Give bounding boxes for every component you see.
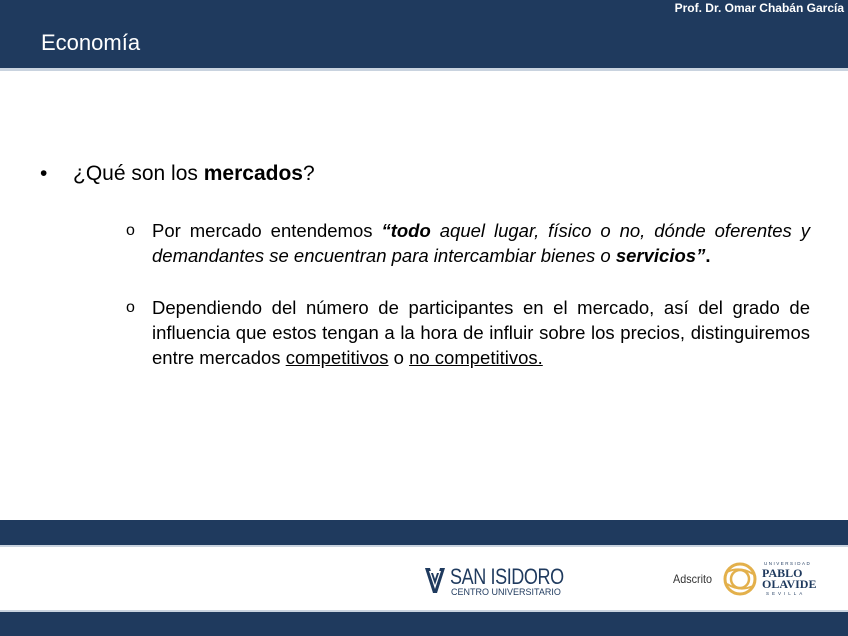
upo-name: [762, 568, 816, 590]
header-bar: [0, 0, 848, 68]
sub-item-definition: [128, 218, 810, 268]
bullet-marker: •: [40, 162, 48, 185]
footer-band-top: [0, 520, 848, 545]
san-isidoro-emblem-icon: [424, 566, 446, 594]
bullet-question: [73, 162, 315, 186]
emphasis-todo: todo: [390, 220, 431, 241]
bullet-bold-term: mercados: [203, 162, 303, 185]
quote-open-mark: “: [381, 220, 391, 241]
definition-italic: aquel lugar, físico o no, dónde oferentes y demandantes se encuentran para intercambiar bienes o: [152, 220, 810, 266]
upo-emblem-icon: [723, 562, 757, 596]
adscrito-label: Adscrito: [673, 572, 713, 586]
term-no-competitivos: no competitivos.: [409, 347, 543, 368]
quote-close-mark: ”: [696, 245, 706, 266]
author-name: Prof. Dr. Omar Chabán García: [674, 1, 844, 15]
definition-period: .: [705, 245, 711, 266]
footer-divider-top: [0, 545, 848, 547]
logo-name: SAN ISIDORO: [450, 564, 564, 589]
sub-item-classification: [128, 295, 810, 370]
upo-city-label: SEVILLA: [766, 591, 806, 596]
term-competitivos: competitivos: [285, 347, 389, 368]
logo-subtitle: CENTRO UNIVERSITARIO: [451, 587, 561, 597]
sub-item-text: [152, 218, 810, 268]
upo-line-1: PABLO: [762, 566, 803, 580]
sub-item-text: [152, 295, 810, 370]
bullet-prefix: ¿Qué son los: [73, 162, 204, 185]
emphasis-servicios: servicios: [615, 245, 697, 266]
definition-lead: Por mercado entendemos: [152, 220, 382, 241]
page-title: Economía: [41, 30, 141, 55]
classification-text: Dependiendo del número de participantes en el mercado, así del grado de influencia que estos tengan a la hora de influir sobre los precios, distinguiremos entre mercados: [152, 297, 810, 368]
sub-item-marker: o: [126, 299, 135, 316]
footer-band-bottom: [0, 612, 848, 636]
header-divider: [0, 68, 848, 71]
bullet-suffix: ?: [302, 162, 315, 185]
connector-o: o: [388, 347, 410, 368]
upo-line-2: OLAVIDE: [762, 577, 817, 591]
upo-university-label: UNIVERSIDAD: [764, 561, 812, 566]
sub-item-marker: o: [126, 222, 135, 239]
